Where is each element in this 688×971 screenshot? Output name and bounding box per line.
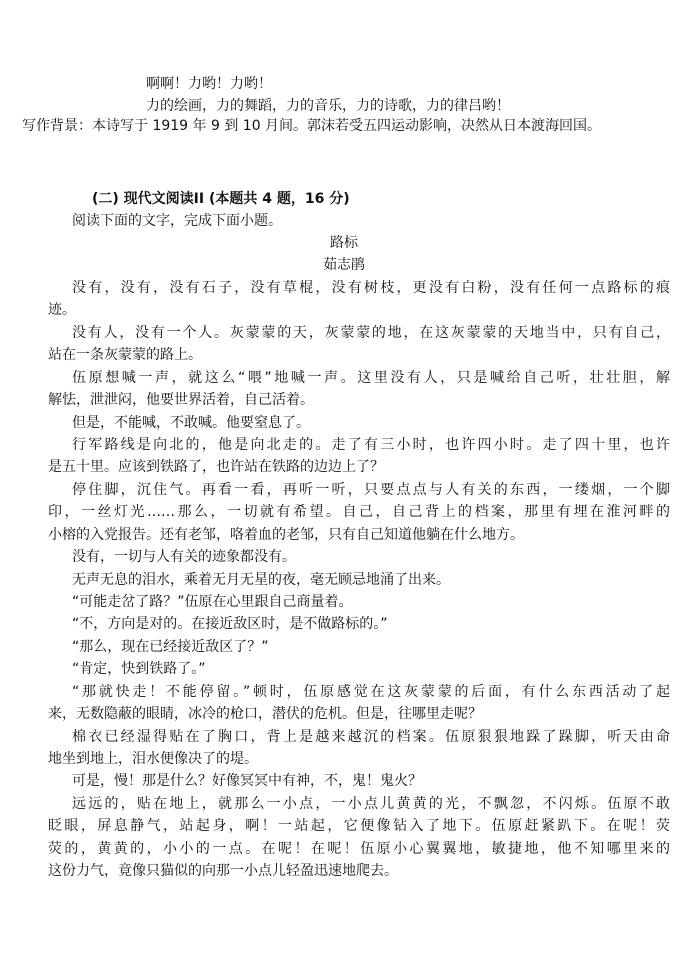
paragraph-line: 小榕的入党报告。还有老邹，咯着血的老邹，只有自己知道他躺在什么地方。 bbox=[48, 527, 524, 543]
poem-line-2: 力的绘画，力的舞蹈，力的音乐，力的诗歌，力的律吕哟！ bbox=[146, 98, 510, 114]
paragraph-line: 棉衣已经湿得贴在了胸口，背上是越来越沉的档案。伍原狠狠地跺了跺脚，听天由命 bbox=[72, 729, 670, 745]
paragraph-line: 这份力气，竟像只猫似的向那一小点儿轻盈迅速地爬去。 bbox=[48, 863, 398, 879]
paragraph-line: 来，无数隐蔽的眼睛，冰冷的枪口，潜伏的危机。但是，往哪里走呢？ bbox=[48, 706, 482, 722]
paragraph-line: 印，一丝灯光……那么，一切就有希望。自己，自己背上的档案，那里有埋在淮河畔的 bbox=[48, 504, 670, 520]
paragraph-line: 没有人，没有一个人。灰蒙蒙的天，灰蒙蒙的地，在这灰蒙蒙的天地当中，只有自己， bbox=[72, 325, 670, 341]
paragraph-line: 伍原想喊一声，就这么“喂”地喊一声。这里没有人，只是喊给自己听，壮壮胆，解 bbox=[72, 370, 670, 386]
paragraph-line: “可能走岔了路？”伍原在心里跟自己商量着。 bbox=[72, 594, 353, 610]
paragraph-line: 站在一条灰蒙蒙的路上。 bbox=[48, 347, 202, 363]
paragraph-line: 眨眼，屏息静气，站起身，啊！一站起，它便像钻入了地下。伍原赶紧趴下。在呢！荧 bbox=[48, 818, 670, 834]
background-note: 写作背景：本诗写于 1919 年 9 到 10 月间。郭沫若受五四运动影响，决然从日本渡海回国。 bbox=[22, 118, 602, 134]
paragraph-line: 行军路线是向北的，他是向北走的。走了有三小时，也许四小时。走了四十里，也许 bbox=[72, 437, 670, 453]
article-author: 茹志鹃 bbox=[323, 257, 365, 273]
paragraph-line: 地坐到地上，泪水便像决了的堤。 bbox=[48, 751, 258, 767]
paragraph-line: “那么，现在已经接近敌区了？” bbox=[72, 639, 269, 655]
paragraph-line: 是五十里。应该到铁路了，也许站在铁路的边边上了？ bbox=[48, 459, 384, 475]
paragraph-line: 解怯，泄泄闷，他要世界活着，自己活着。 bbox=[48, 392, 314, 408]
paragraph-line: “肯定，快到铁路了。” bbox=[72, 661, 206, 677]
paragraph-line: “那就快走！不能停留。”顿时，伍原感觉在这灰蒙蒙的后面，有什么东西活动了起 bbox=[72, 684, 670, 700]
paragraph-line: 可是，慢！那是什么？好像冥冥中有神，不，鬼！鬼火？ bbox=[72, 773, 422, 789]
paragraph-line: 没有，一切与人有关的迹象都没有。 bbox=[72, 549, 296, 565]
section-heading: (二) 现代文阅读II (本题共 4 题，16 分) bbox=[92, 191, 350, 207]
poem-line-1: 啊啊！力哟！力哟！ bbox=[146, 76, 272, 92]
paragraph-line: 远远的，贴在地上，就那么一小点，一小点儿黄黄的光，不飘忽，不闪烁。伍原不敢 bbox=[72, 796, 670, 812]
section-instruction: 阅读下面的文字，完成下面小题。 bbox=[72, 213, 282, 229]
paragraph-line: “不，方向是对的。在接近敌区时，是不做路标的。” bbox=[72, 616, 388, 632]
paragraph-line: 没有，没有，没有石子，没有草棍，没有树枝，更没有白粉，没有任何一点路标的痕 bbox=[72, 280, 670, 296]
paragraph-line: 但是，不能喊，不敢喊。他要窒息了。 bbox=[72, 415, 310, 431]
paragraph-line: 迹。 bbox=[48, 302, 76, 318]
paragraph-line: 荧的，黄黄的，小小的一点。在呢！在呢！伍原小心翼翼地，敏捷地，他不知哪里来的 bbox=[48, 841, 670, 857]
paragraph-line: 停住脚，沉住气。再看一看，再听一听，只要点点与人有关的东西，一缕烟，一个脚 bbox=[72, 482, 670, 498]
article-title: 路标 bbox=[330, 235, 358, 251]
paragraph-line: 无声无息的泪水，乘着无月无星的夜，毫无顾忌地涌了出来。 bbox=[72, 572, 450, 588]
